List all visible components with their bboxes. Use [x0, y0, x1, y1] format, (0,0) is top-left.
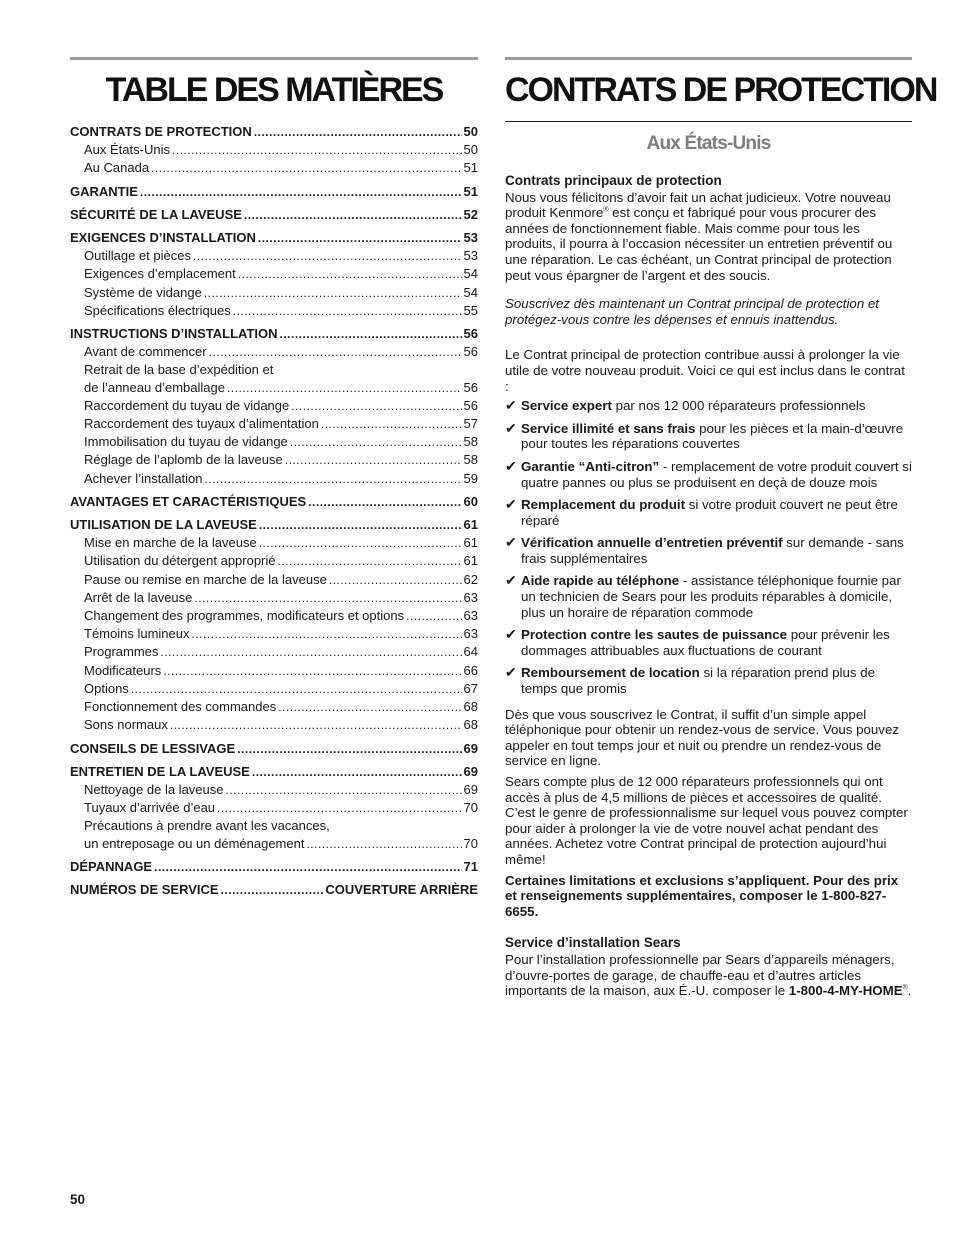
toc-subentry[interactable] [70, 451, 478, 469]
toc-subentry[interactable] [70, 141, 478, 159]
toc-entry-title: UTILISATION DE LA LAVEUSE [70, 517, 257, 533]
toc-subentry-title: Achever l’installation [84, 470, 203, 486]
toc-entry-page: 53 [463, 230, 478, 246]
protection-title: CONTRATS DE PROTECTION [505, 71, 937, 109]
toc-subentry[interactable] [70, 397, 478, 415]
toc-subentry-page: 53 [463, 248, 478, 264]
toc-subentry-title: Changement des programmes, modificateurs et options [84, 608, 405, 624]
toc-subentry-page: 50 [463, 142, 478, 158]
toc-subentry[interactable] [70, 470, 478, 488]
install-period: . [907, 983, 912, 999]
benefit-text [521, 665, 912, 696]
toc-group [70, 881, 478, 899]
benefit-title: Vérification annuelle d’entretien préventif [521, 535, 783, 551]
toc-leader [321, 416, 462, 433]
toc-subentry[interactable] [70, 265, 478, 283]
toc-subentry-page: 68 [463, 717, 478, 733]
toc-leader [329, 572, 462, 589]
toc-entry[interactable] [70, 763, 478, 781]
toc-subentry-title: Spécifications électriques [84, 302, 231, 318]
toc-entry-title: GARANTIE [70, 183, 138, 199]
toc-leader [209, 344, 462, 361]
toc-subentry-page: 56 [463, 379, 478, 395]
protection-column [505, 57, 937, 999]
toc-subentry-title: Témoins lumineux [84, 626, 190, 642]
checkmark-icon: ✔ [505, 626, 517, 643]
toc-entry-title: CONTRATS DE PROTECTION [70, 124, 252, 139]
benefits-list [505, 398, 912, 697]
intro-text-a: Nous vous félicitons d’avoir fait un achat judicieux. Votre nouveau produit Kenmore [505, 189, 891, 221]
toc-subentry-page: 58 [463, 452, 478, 468]
benefit-detail: pour les pièces et la main-d’œuvre pour toutes les réparations couvertes [521, 420, 904, 452]
toc-entry-page: 52 [463, 206, 478, 222]
toc-subentry[interactable] [70, 589, 478, 607]
toc-subentry[interactable] [70, 284, 478, 302]
benefit-item [505, 459, 912, 490]
toc-leader [205, 471, 462, 488]
toc-entry-page: 60 [463, 493, 478, 509]
toc-subentry-page: 51 [463, 160, 478, 176]
checkmark-icon: ✔ [505, 534, 517, 551]
toc-subentry-page: 59 [463, 470, 478, 486]
toc-entry-page: 69 [463, 740, 478, 756]
benefit-title: Service expert [521, 398, 612, 414]
benefit-detail: si la réparation prend plus de temps que promis [521, 665, 875, 697]
toc-entry[interactable] [70, 206, 478, 224]
toc-subentry-page: 69 [463, 781, 478, 797]
toc-subentry-page: 63 [463, 589, 478, 605]
toc-subentry[interactable] [70, 643, 478, 661]
call-paragraph: Dès que vous souscrivez le Contrat, il suffit d’un simple appel téléphonique pour obtenir un rendez-vous de service. Vous pouvez appeler en tout temps jour et nuit ou prendre un rendez-vous de service en ligne. [505, 706, 899, 769]
toc-leader [238, 266, 462, 283]
toc-subentry-title: Réglage de l’aplomb de la laveuse [84, 452, 283, 468]
toc-subentry[interactable] [70, 247, 478, 265]
toc-leader [170, 717, 462, 734]
toc-leader [258, 230, 462, 247]
toc-leader [278, 553, 462, 570]
toc-subentry-title: Raccordement du tuyau de vidange [84, 397, 290, 413]
toc-subentry-title: Outillage et pièces [84, 248, 191, 264]
benefit-detail: pour prévenir les dommages attribuables aux fluctuations de courant [521, 627, 890, 658]
benefit-item [505, 398, 912, 414]
toc-subentry-title: Avant de commencer [84, 344, 207, 360]
benefit-item [505, 627, 912, 658]
toc-leader [154, 859, 461, 876]
contract-paragraph: Le Contrat principal de protection contribue aussi à prolonger la vie utile de votre nouveau produit. Voici ce qui est inclus dans le contrat : [505, 347, 905, 394]
page-number: 50 [70, 1192, 86, 1207]
protection-content [505, 173, 912, 999]
install-paragraph [505, 952, 912, 999]
toc-leader [244, 207, 462, 224]
toc-subentry-page: 56 [463, 344, 478, 360]
registered-mark: ® [902, 984, 908, 992]
toc-subentry-page: 57 [463, 416, 478, 432]
italic-callout: Souscrivez dès maintenant un Contrat principal de protection et protégez-vous contre les dépenses et ennuis inattendus. [505, 296, 880, 327]
toc-leader [172, 142, 462, 159]
toc-subentry-page: 61 [463, 553, 478, 569]
toc-subentry-title: Modificateurs [84, 662, 162, 678]
toc-group [70, 206, 478, 224]
toc-subentry-title: Arrêt de la laveuse [84, 589, 193, 605]
toc-leader [193, 248, 462, 265]
benefit-detail: - assistance téléphonique fournie par un technicien de Sears pour les produits réparables à domicile, plus un horaire de réparation commode [521, 573, 901, 620]
sears-paragraph: Sears compte plus de 12 000 réparateurs professionnels qui ont accès à plus de 4,5 millions de pièces et accessoires de qualité. C’est le genre de professionnalisme sur lequel vous pouvez compter pour aider à prolonger la vie de votre nouvel achat pendant des années. Achetez votre Contrat principal de protection aujourd’hui même! [505, 774, 908, 867]
benefit-title: Protection contre les sautes de puissance [521, 627, 788, 643]
toc-subentry[interactable] [70, 625, 478, 643]
toc-leader [192, 626, 462, 643]
toc-leader [140, 184, 462, 201]
toc-subentry-page: 68 [463, 699, 478, 715]
install-text: Pour l’installation professionnelle par Sears d’appareils ménagers, d’ouvre-portes de garage, de chauffe-eau et d’autres articles importants de la maison, aux É.-U. composer le [505, 951, 895, 999]
toc-leader [225, 782, 461, 799]
toc-entry-page: 69 [463, 763, 478, 779]
benefit-title: Garantie “Anti-citron” [521, 458, 660, 474]
top-rule [70, 57, 478, 60]
toc-group [70, 183, 478, 201]
benefit-text [521, 398, 912, 414]
toc-group [70, 740, 478, 758]
toc-entry-title: EXIGENCES D’INSTALLATION [70, 230, 256, 246]
toc-leader [406, 608, 461, 625]
benefit-text [521, 421, 912, 452]
benefit-title: Service illimité et sans frais [521, 420, 696, 436]
toc-subentry-title: Raccordement des tuyaux d’alimentation [84, 416, 319, 432]
toc-subentry-title: Utilisation du détergent approprié [84, 553, 276, 569]
toc-list [70, 123, 478, 899]
heading-main-contracts: Contrats principaux de protection [505, 173, 722, 188]
toc-subentry[interactable] [70, 799, 478, 817]
toc-column [70, 57, 478, 904]
benefit-title: Remplacement du produit [521, 497, 686, 513]
toc-subentry-title: Exigences d’emplacement [84, 266, 236, 282]
toc-leader [308, 494, 461, 511]
toc-entry[interactable] [70, 881, 478, 899]
toc-leader [259, 535, 462, 552]
top-rule [505, 57, 912, 60]
toc-subentry-page: 66 [463, 662, 478, 678]
toc-subentry-title: Pause ou remise en marche de la laveuse [84, 571, 327, 587]
toc-group [70, 325, 478, 488]
toc-entry-page: 61 [463, 517, 478, 533]
toc-subentry-title: Immobilisation du tuyau de vidange [84, 434, 288, 450]
section-subtitle: Aux États-Unis [646, 133, 771, 154]
toc-subentry-title: Aux États-Unis [84, 142, 170, 158]
checkmark-icon: ✔ [505, 457, 517, 474]
install-phone: 1-800-4-MY-HOME [788, 983, 903, 999]
toc-leader [259, 517, 462, 534]
toc-subentry-title: Système de vidange [84, 284, 202, 300]
toc-subentry-page: 62 [463, 571, 478, 587]
toc-entry-page: COUVERTURE ARRIÈRE [325, 881, 478, 897]
checkmark-icon: ✔ [505, 397, 517, 414]
toc-entry[interactable] [70, 325, 478, 343]
benefit-item [505, 421, 912, 452]
toc-entry-page: 50 [463, 124, 478, 139]
benefit-item [505, 665, 912, 696]
toc-subentry-title: un entreposage ou un déménagement [84, 835, 305, 851]
benefit-text [521, 497, 912, 528]
toc-subentry[interactable] [70, 835, 478, 853]
checkmark-icon: ✔ [505, 572, 517, 589]
benefit-detail: - remplacement de votre produit couvert si quatre pannes ou plus se produisent en deçà de douze mois [521, 458, 912, 490]
toc-subentry[interactable] [70, 534, 478, 552]
benefit-text [521, 459, 912, 490]
benefit-item [505, 497, 912, 528]
toc-subentry-title: Programmes [84, 644, 159, 660]
toc-subentry[interactable] [70, 607, 478, 625]
toc-leader [291, 398, 461, 415]
toc-subentry[interactable] [70, 698, 478, 716]
toc-subentry-page: 56 [463, 397, 478, 413]
toc-entry[interactable] [70, 229, 478, 247]
toc-entry[interactable] [70, 516, 478, 534]
toc-subentry-title: de l’anneau d’emballage [84, 379, 225, 395]
toc-leader [280, 326, 462, 343]
toc-subentry[interactable] [70, 433, 478, 451]
toc-entry-title: AVANTAGES ET CARACTÉRISTIQUES [70, 493, 307, 509]
toc-entry-title: CONSEILS DE LESSIVAGE [70, 740, 236, 756]
toc-subentry-page: 67 [463, 680, 478, 696]
toc-group [70, 763, 478, 853]
toc-subentry[interactable] [70, 662, 478, 680]
toc-subentry-title: Au Canada [84, 160, 150, 176]
toc-subentry[interactable] [70, 415, 478, 433]
toc-leader [252, 764, 462, 781]
benefit-detail: si votre produit couvert ne peut être réparé [521, 497, 898, 528]
toc-subentry-title: Sons normaux [84, 717, 168, 733]
toc-subentry-page: 70 [463, 800, 478, 816]
toc-leader [160, 644, 461, 661]
toc-subentry-page: 63 [463, 608, 478, 624]
benefit-item [505, 535, 912, 566]
benefit-title: Aide rapide au téléphone [521, 573, 680, 589]
toc-entry-title: NUMÉROS DE SERVICE [70, 881, 219, 897]
divider [505, 121, 912, 122]
toc-leader [278, 699, 461, 716]
toc-subentry-page: 54 [463, 266, 478, 282]
toc-subentry[interactable] [70, 680, 478, 698]
toc-leader [221, 882, 324, 899]
benefit-text [521, 535, 912, 566]
toc-entry-page: 56 [463, 326, 478, 342]
toc-leader [131, 681, 462, 698]
toc-entry-page: 51 [463, 183, 478, 199]
intro-paragraph [505, 190, 912, 284]
toc-group [70, 123, 478, 178]
benefit-text [521, 573, 912, 620]
toc-subentry-title: Nettoyage de la laveuse [84, 781, 224, 797]
toc-subentry-title: Tuyaux d’arrivée d’eau [84, 800, 216, 816]
toc-leader [163, 663, 461, 680]
checkmark-icon: ✔ [505, 496, 517, 513]
toc-leader [194, 590, 461, 607]
toc-entry-title: ENTRETIEN DE LA LAVEUSE [70, 763, 250, 779]
toc-subentry-title: Options [84, 680, 129, 696]
toc-group [70, 229, 478, 320]
toc-group [70, 858, 478, 876]
toc-group [70, 516, 478, 734]
toc-subentry-line: Retrait de la base d’expédition et [84, 362, 274, 378]
toc-group [70, 493, 478, 511]
toc-entry-title: DÉPANNAGE [70, 858, 153, 874]
toc-title: TABLE DES MATIÈRES [105, 71, 443, 109]
toc-subentry[interactable] [70, 571, 478, 589]
toc-subentry-page: 58 [463, 434, 478, 450]
toc-subentry-title: Fonctionnement des commandes [84, 699, 277, 715]
toc-entry-title: INSTRUCTIONS D’INSTALLATION [70, 326, 278, 342]
toc-subentry-line: Précautions à prendre avant les vacances, [84, 818, 330, 834]
toc-leader [217, 800, 461, 817]
toc-leader [285, 452, 462, 469]
registered-mark: ® [603, 206, 609, 214]
toc-entry[interactable] [70, 493, 478, 511]
limitations-paragraph: Certaines limitations et exclusions s’appliquent. Pour des prix et renseignements supplémentaires, composer le 1-800-827-6655. [505, 872, 899, 919]
intro-text-b: est conçu et fabriqué pour vous procurer des années de fonctionnement fiable. Mais comme pour tous les produits, il pourra à l’occasion nécessiter un entretien préventif ou une réparation. Le cas échéant, un Contrat principal de protection peut vous épargner de l’argent et des soucis. [505, 205, 893, 283]
toc-leader [151, 160, 461, 177]
toc-leader [290, 434, 462, 451]
toc-subentry[interactable] [70, 379, 478, 397]
toc-subentry-title: Mise en marche de la laveuse [84, 535, 257, 551]
checkmark-icon: ✔ [505, 664, 517, 681]
benefit-detail: sur demande - sans frais supplémentaires [521, 535, 904, 566]
benefit-title: Remboursement de location [521, 665, 700, 681]
toc-leader [227, 380, 462, 397]
toc-subentry[interactable] [70, 343, 478, 361]
checkmark-icon: ✔ [505, 419, 517, 436]
benefit-item [505, 573, 912, 620]
toc-entry[interactable] [70, 123, 478, 141]
toc-subentry-page: 61 [463, 535, 478, 551]
toc-subentry[interactable] [70, 781, 478, 799]
toc-entry[interactable] [70, 183, 478, 201]
toc-leader [306, 836, 461, 853]
toc-subentry-page: 70 [463, 835, 478, 851]
toc-entry[interactable] [70, 740, 478, 758]
toc-leader [204, 285, 462, 302]
toc-subentry[interactable] [70, 302, 478, 320]
benefit-detail: par nos 12 000 réparateurs professionnels [611, 398, 866, 414]
toc-leader [254, 124, 462, 141]
toc-subentry[interactable] [70, 552, 478, 570]
toc-leader [233, 303, 462, 320]
toc-subentry-page: 54 [463, 284, 478, 300]
toc-subentry[interactable] [70, 716, 478, 734]
benefit-text [521, 627, 912, 658]
toc-entry-title: SÉCURITÉ DE LA LAVEUSE [70, 206, 242, 222]
toc-subentry[interactable] [70, 159, 478, 177]
heading-install-service: Service d’installation Sears [505, 935, 681, 951]
toc-entry-page: 71 [463, 858, 478, 874]
toc-subentry-page: 64 [463, 644, 478, 660]
toc-entry[interactable] [70, 858, 478, 876]
toc-subentry-page: 55 [463, 302, 478, 318]
toc-leader [237, 741, 461, 758]
toc-subentry-page: 63 [463, 626, 478, 642]
